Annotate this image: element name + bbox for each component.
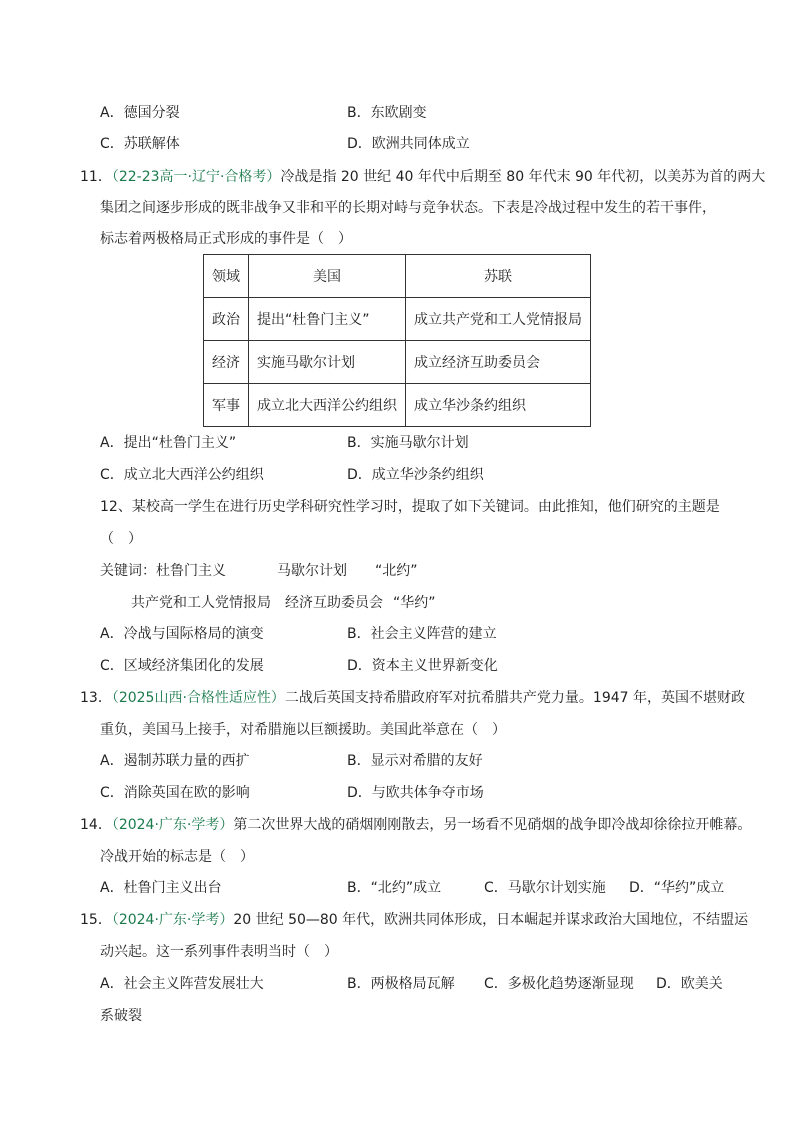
- q13-text1: 二战后英国支持希腊政府军对抗希腊共产党力量。1947 年，英国不堪财政: [284, 690, 745, 706]
- q12-option-a[interactable]: A．冷战与国际格局的演变: [100, 626, 264, 642]
- q14-text1: 第二次世界大战的硝烟刚刚散去，另一场看不见硝烟的战争即冷战却徐徐拉开帷幕。: [233, 817, 752, 833]
- q12-stem-line1: 12、某校高一学生在进行历史学科研究性学习时，提取了如下关键词。由此推知，他们研究的主题是: [100, 499, 720, 515]
- q11-option-d[interactable]: D．成立华沙条约组织: [347, 467, 484, 483]
- q11-option-a[interactable]: A．提出“杜鲁门主义”: [100, 435, 237, 451]
- q15-text1: 20 世纪 50—80 年代，欧洲共同体形成，日本崛起并谋求政治大国地位，不结盟运: [233, 912, 749, 928]
- q10-option-a[interactable]: A．德国分裂: [100, 105, 180, 121]
- q14-number: 14．: [80, 817, 112, 833]
- q15-option-a[interactable]: A．社会主义阵营发展壮大: [100, 976, 264, 992]
- q12-stem-line2: （ ）: [100, 531, 142, 547]
- q10-option-b[interactable]: B．东欧剧变: [347, 105, 427, 121]
- table-header-cell: 苏联: [406, 255, 591, 298]
- q14-option-a[interactable]: A．杜鲁门主义出台: [100, 880, 222, 896]
- table-cell: 经济: [204, 341, 249, 384]
- q13-source: （2025山西·合格性适应性）: [111, 690, 285, 706]
- q14-stem-line2: 冷战开始的标志是（ ）: [100, 849, 254, 865]
- q11-stem-line2: 集团之间逐步形成的既非战争又非和平的长期对峙与竞争状态。下表是冷战过程中发生的若干事件，: [100, 200, 716, 216]
- q13-option-c[interactable]: C．消除英国在欧的影响: [100, 785, 250, 801]
- q12-keyword: “北约”: [375, 563, 418, 579]
- table-header-cell: 美国: [249, 255, 406, 298]
- q13-stem-line1: [80, 688, 745, 708]
- q15-stem-line2: 动兴起。这一系列事件表明当时（ ）: [100, 944, 338, 960]
- q14-stem-line1: [80, 815, 751, 835]
- q14-option-d[interactable]: D．“华约”成立: [629, 880, 725, 896]
- table-row: [204, 341, 591, 384]
- q13-option-d[interactable]: D．与欧共体争夺市场: [347, 785, 484, 801]
- table-cell: 成立华沙条约组织: [406, 384, 591, 427]
- q13-number: 13．: [80, 690, 112, 706]
- q12-keyword: “华约”: [393, 595, 436, 611]
- q11-text1: 冷战是指 20 世纪 40 年代中后期至 80 年代末 90 年代初，以美苏为首的两大: [280, 169, 766, 185]
- q11-source: （22-23高一·辽宁·合格考）: [111, 169, 281, 185]
- q15-number: 15．: [80, 912, 112, 928]
- table-cell: 提出“杜鲁门主义”: [249, 298, 406, 341]
- q15-option-c[interactable]: C．多极化趋势逐渐显现: [484, 976, 634, 992]
- q15-source: （2024·广东·学考）: [111, 912, 234, 928]
- table-cell: 成立共产党和工人党情报局: [406, 298, 591, 341]
- table-header-cell: 领域: [204, 255, 249, 298]
- q13-option-b[interactable]: B．显示对希腊的友好: [347, 753, 483, 769]
- q11-stem-line3: 标志着两极格局正式形成的事件是（ ）: [100, 231, 352, 247]
- table-cell: 成立北大西洋公约组织: [249, 384, 406, 427]
- q10-option-c[interactable]: C．苏联解体: [100, 136, 180, 152]
- q13-option-a[interactable]: A．遏制苏联力量的西扩: [100, 753, 250, 769]
- q10-option-d[interactable]: D．欧洲共同体成立: [347, 136, 470, 152]
- q15-option-d[interactable]: D．欧美关: [656, 976, 723, 992]
- q15-option-d-wrap: 系破裂: [100, 1008, 142, 1024]
- q14-option-b[interactable]: B．“北约”成立: [347, 880, 442, 896]
- table-cell: 政治: [204, 298, 249, 341]
- cold-war-events-table: [203, 254, 591, 427]
- q11-number: 11．: [80, 169, 112, 185]
- table-row: [204, 298, 591, 341]
- q11-stem-line1: [80, 167, 765, 187]
- table-cell: 成立经济互助委员会: [406, 341, 591, 384]
- q12-keyword: 马歇尔计划: [277, 563, 347, 579]
- table-cell: 实施马歇尔计划: [249, 341, 406, 384]
- q15-stem-line1: [80, 910, 748, 930]
- q12-keyword-label: 关键词：杜鲁门主义: [100, 563, 226, 579]
- q12-keyword: 经济互助委员会: [285, 595, 383, 611]
- q11-option-b[interactable]: B．实施马歇尔计划: [347, 435, 469, 451]
- table-header-row: [204, 255, 591, 298]
- q11-option-c[interactable]: C．成立北大西洋公约组织: [100, 467, 264, 483]
- q15-option-b[interactable]: B．两极格局瓦解: [347, 976, 455, 992]
- q12-keyword: 共产党和工人党情报局: [131, 595, 271, 611]
- q14-source: （2024·广东·学考）: [111, 817, 234, 833]
- q14-option-c[interactable]: C．马歇尔计划实施: [484, 880, 606, 896]
- table-row: [204, 384, 591, 427]
- table-cell: 军事: [204, 384, 249, 427]
- q12-option-c[interactable]: C．区域经济集团化的发展: [100, 658, 264, 674]
- q12-option-d[interactable]: D．资本主义世界新变化: [347, 658, 498, 674]
- q13-stem-line2: 重负，美国马上接手，对希腊施以巨额援助。美国此举意在（ ）: [100, 722, 506, 738]
- q12-option-b[interactable]: B．社会主义阵营的建立: [347, 626, 497, 642]
